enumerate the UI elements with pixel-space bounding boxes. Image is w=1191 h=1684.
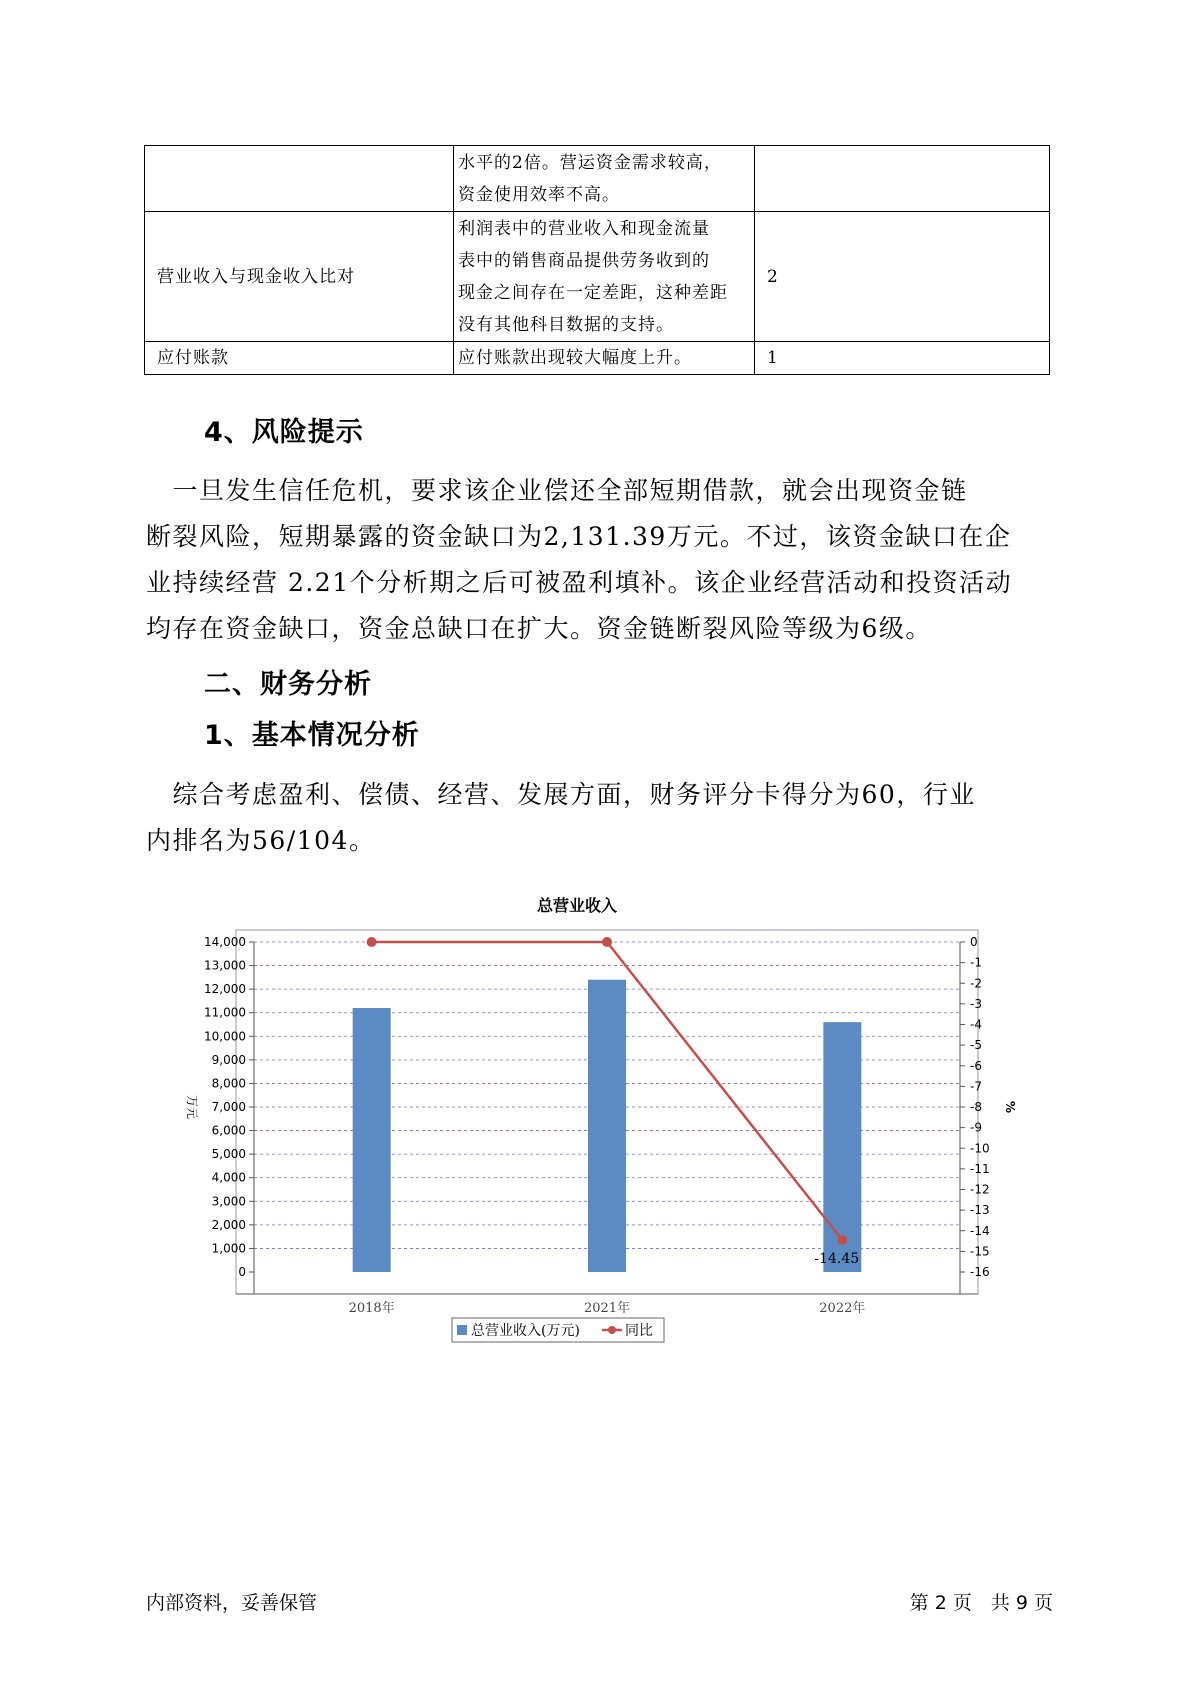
table-cell: 1 — [755, 342, 1050, 375]
table-cell — [454, 342, 755, 375]
paragraph-line: 内排名为56/104。 — [146, 826, 376, 855]
legend-swatch-bar — [457, 1325, 467, 1335]
y-tick-label: 14,000 — [204, 935, 246, 949]
x-tick-label: 2018年 — [348, 1301, 395, 1316]
y-tick-label: 2,000 — [211, 1217, 246, 1232]
table-cell — [755, 146, 1050, 212]
paragraph-line: 综合考虑盈利、偿债、经营、发展方面，财务评分卡得分为60，行业 — [146, 780, 976, 809]
y2-tick-label: -16 — [970, 1265, 990, 1279]
paragraph-line: 均存在资金缺口，资金总缺口在扩大。资金链断裂风险等级为6级。 — [146, 614, 932, 643]
x-tick-label: 2022年 — [819, 1301, 866, 1316]
y2-tick-label: -3 — [970, 996, 982, 1011]
y-tick-label: 13,000 — [204, 958, 246, 973]
y-tick-label: 11,000 — [204, 1005, 246, 1020]
subsection-heading-basic: 1、基本情况分析 — [204, 720, 420, 751]
table-row — [145, 146, 1050, 212]
cell-line: 没有其他科目数据的支持。 — [458, 314, 674, 335]
y2-tick-label: -10 — [970, 1141, 990, 1156]
legend-label-line: 同比 — [625, 1323, 653, 1339]
y-tick-label: 3,000 — [211, 1194, 246, 1209]
paragraph-line: 断裂风险，短期暴露的资金缺口为2,131.39万元。不过，该资金缺口在企 — [146, 522, 1012, 551]
y2-tick-label: -14 — [970, 1223, 990, 1238]
risk-paragraph — [146, 468, 1058, 652]
legend-swatch-marker — [608, 1326, 616, 1334]
y-tick-label: 1,000 — [211, 1241, 246, 1256]
y2-tick-label: 0 — [970, 935, 978, 949]
cell-line: 资金使用效率不高。 — [458, 184, 620, 205]
chart-title: 总营业收入 — [536, 896, 618, 915]
y2-tick-label: -4 — [970, 1017, 982, 1032]
y2-tick-label: -1 — [970, 955, 982, 970]
paragraph-line: 一旦发生信任危机，要求该企业偿还全部短期借款，就会出现资金链 — [146, 476, 968, 505]
yoy-point-1 — [602, 937, 612, 947]
y-tick-label: 5,000 — [211, 1147, 246, 1162]
footer-page-number: 第 2 页 共 9 页 — [909, 1592, 1053, 1614]
y-tick-label: 10,000 — [204, 1029, 246, 1044]
y-tick-label: 8,000 — [211, 1076, 246, 1091]
y2-tick-label: -6 — [970, 1058, 982, 1073]
legend-label-bar: 总营业收入(万元) — [471, 1323, 580, 1339]
yoy-point-0 — [367, 937, 377, 947]
y-axis-label: 万元 — [185, 1094, 199, 1120]
x-tick-label: 2021年 — [583, 1301, 631, 1316]
cell-line: 利润表中的营业收入和现金流量 — [458, 218, 710, 239]
cell-line: 表中的销售商品提供劳务收到的 — [458, 250, 710, 271]
y-tick-label: 12,000 — [204, 982, 246, 997]
table-row — [145, 342, 1050, 375]
finance-paragraph — [146, 772, 1058, 864]
yoy-point-2 — [837, 1235, 847, 1245]
paragraph-line: 业持续经营 2.21个分析期之后可被盈利填补。该企业经营活动和投资活动 — [146, 568, 1013, 597]
y2-tick-label: -12 — [970, 1182, 990, 1197]
footer-confidential: 内部资料，妥善保管 — [146, 1592, 318, 1614]
y-tick-label: 6,000 — [211, 1123, 246, 1138]
table-cell — [454, 212, 755, 342]
cell-line: 水平的2倍。营运资金需求较高， — [458, 152, 722, 173]
y2-tick-label: -11 — [970, 1161, 990, 1176]
table-cell: 2 — [755, 212, 1050, 342]
y-tick-label: 0 — [238, 1265, 246, 1279]
section-heading-finance: 二、财务分析 — [204, 669, 372, 700]
table-cell — [145, 146, 454, 212]
cell-line: 现金之间存在一定差距，这种差距 — [458, 282, 728, 303]
table-row — [145, 212, 1050, 342]
section-heading-risk: 4、风险提示 — [204, 417, 364, 448]
y-tick-label: 9,000 — [211, 1052, 246, 1067]
revenue-chart — [170, 888, 1017, 1348]
table-cell: 应付账款 — [145, 342, 454, 375]
y2-tick-label: -13 — [970, 1203, 990, 1218]
y-tick-label: 4,000 — [211, 1170, 246, 1185]
y2-tick-label: -2 — [970, 976, 982, 991]
y-tick-label: 7,000 — [211, 1100, 246, 1114]
y2-tick-label: -9 — [970, 1120, 982, 1135]
data-label: -14.45 — [814, 1251, 860, 1268]
table-cell — [454, 146, 755, 212]
y2-tick-label: -15 — [970, 1244, 990, 1259]
cell-line: 应付账款出现较大幅度上升。 — [458, 348, 692, 368]
y2-tick-label: -8 — [970, 1100, 982, 1114]
bar-2 — [823, 1022, 861, 1272]
y2-axis-label: % — [1003, 1100, 1017, 1114]
bar-1 — [588, 980, 626, 1272]
y2-tick-label: -5 — [970, 1038, 982, 1053]
bar-0 — [353, 1008, 391, 1272]
table-cell: 营业收入与现金收入比对 — [145, 212, 454, 342]
risk-table — [144, 145, 1050, 375]
y2-tick-label: -7 — [970, 1079, 982, 1094]
